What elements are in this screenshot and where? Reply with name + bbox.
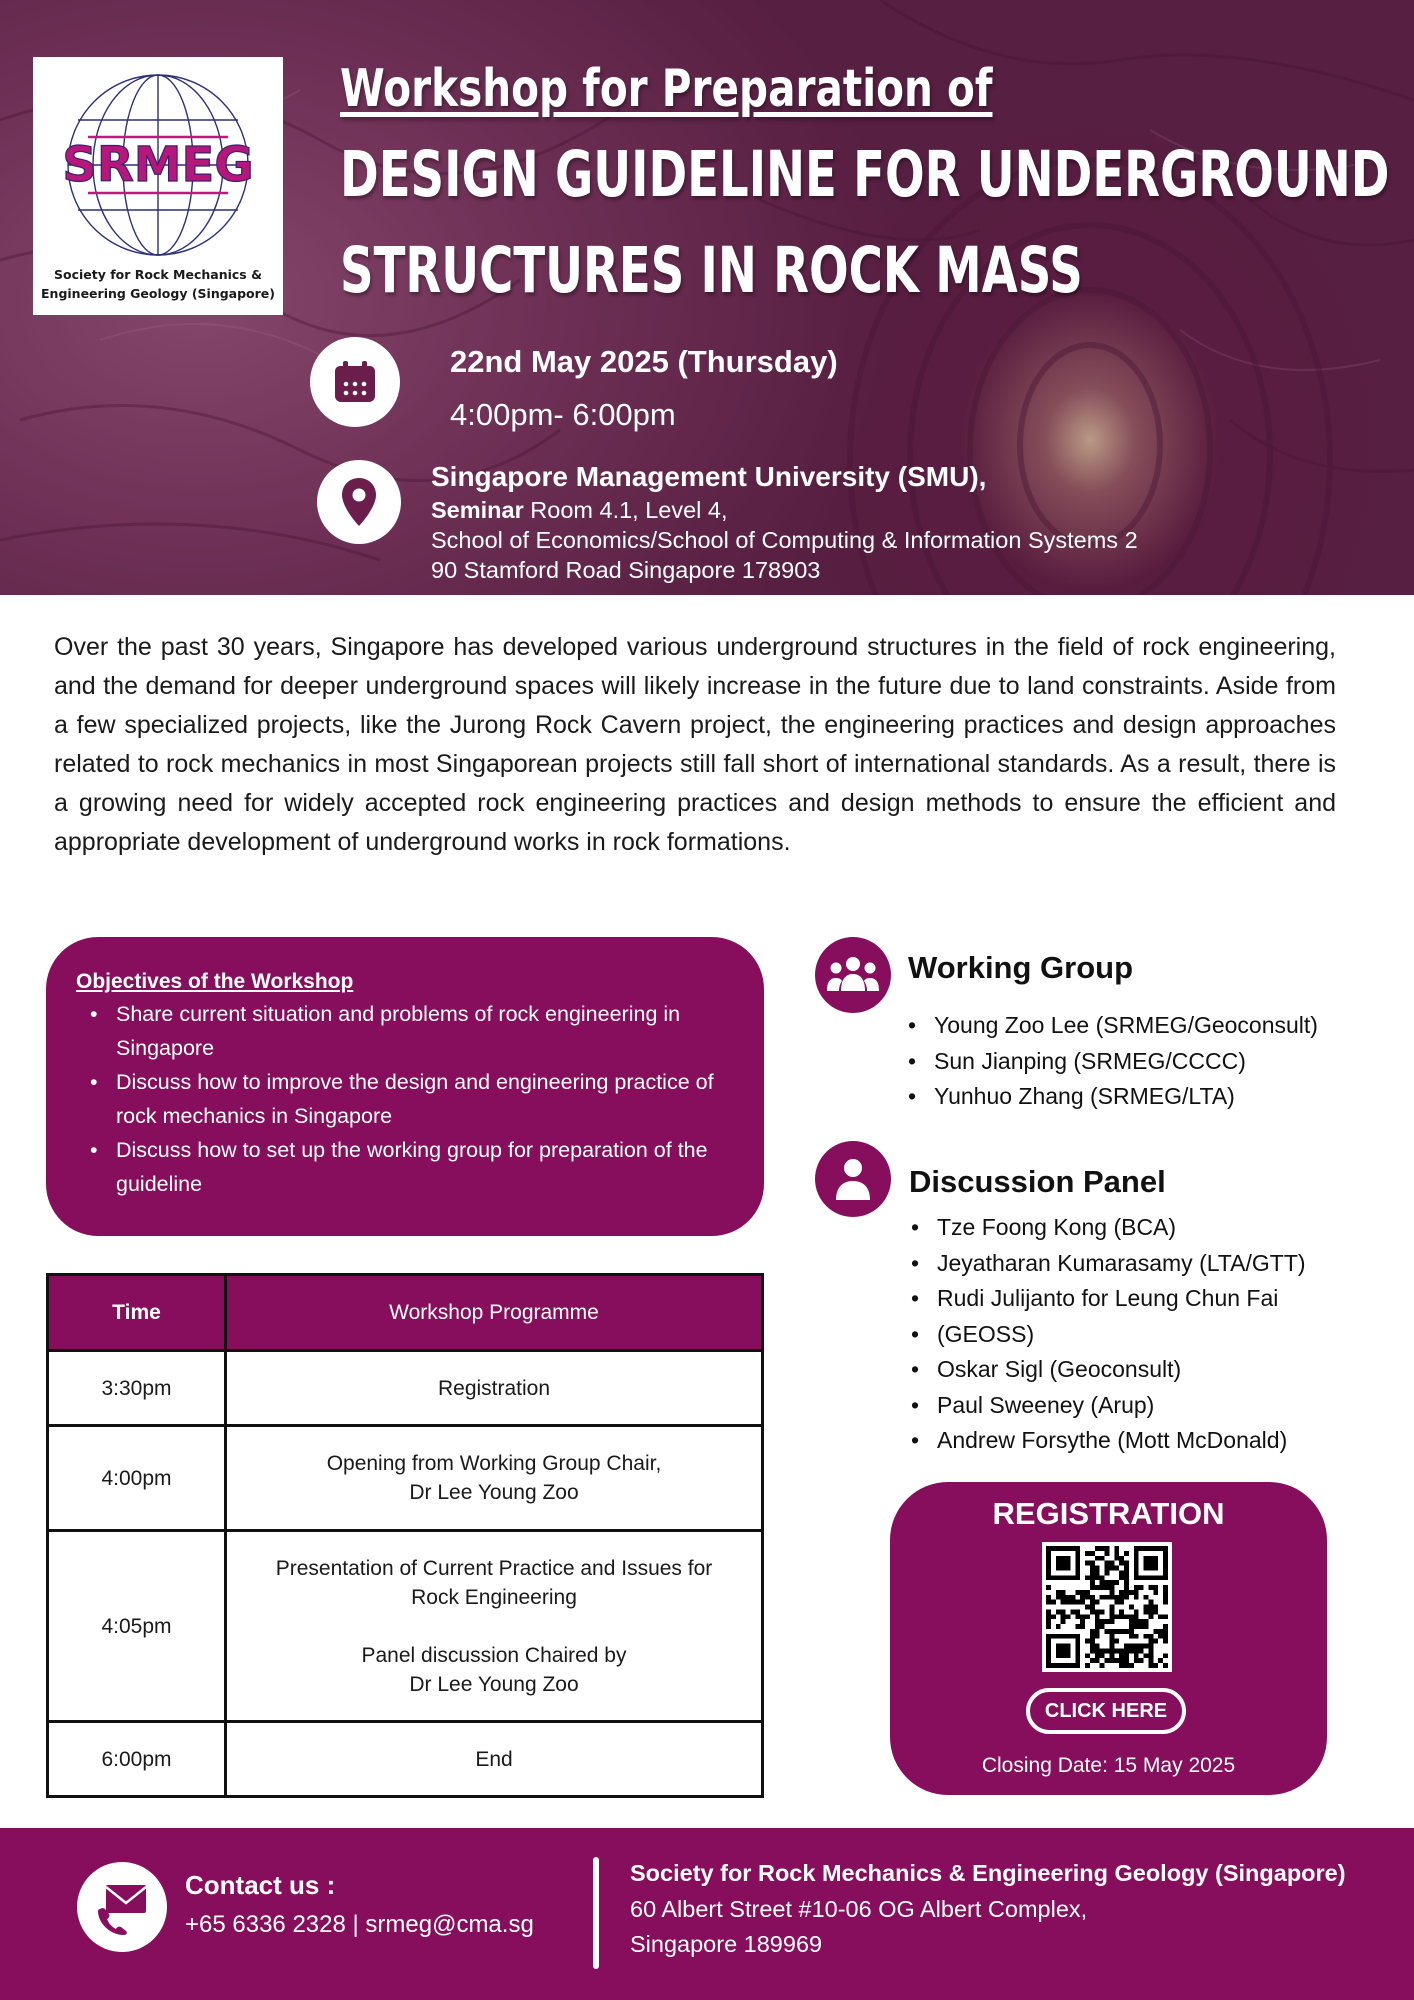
click-here-button[interactable]: CLICK HERE [1026,1688,1186,1734]
venue-room: Seminar Room 4.1, Level 4, [431,497,728,523]
list-item: • Jeyatharan Kumarasamy (LTA/GTT) [909,1246,1306,1282]
title-subtitle: Workshop for Preparation of [340,59,993,119]
row-activity: Opening from Working Group Chair, Dr Lee Young Zoo [226,1426,763,1531]
footer [0,1828,1414,2000]
event-time: 4:00pm- 6:00pm [450,397,676,432]
working-group-title: Working Group [908,950,1134,985]
discussion-panel-list [909,1210,1306,1459]
list-item: • Paul Sweeney (Arup) [909,1388,1306,1424]
column-header-time: Time [48,1275,226,1351]
column-header-programme: Workshop Programme [226,1275,763,1351]
registration-qr-code[interactable] [1042,1542,1172,1672]
title-line-2: STRUCTURES IN ROCK MASS [340,234,1083,307]
table-row [48,1426,763,1531]
list-item: • Rudi Julijanto for Leung Chun Fai [909,1281,1306,1317]
srmeg-logo [33,57,283,315]
row-time: 4:05pm [48,1531,226,1722]
organization-address-line-2: Singapore 189969 [630,1931,823,1957]
objectives-panel [46,937,764,1236]
list-item: • Oskar Sigl (Geoconsult) [909,1352,1306,1388]
row-time: 3:30pm [48,1351,226,1426]
logo-caption: Society for Rock Mechanics & Engineering Geology (Singapore) [41,267,275,301]
objective-item: • Share current situation and problems of rock engineering in Singapore [76,997,728,1065]
registration-title: REGISTRATION [992,1496,1225,1531]
list-item: • Andrew Forsythe (Mott McDonald) [909,1423,1306,1459]
title-line-1: DESIGN GUIDELINE FOR UNDERGROUND [340,138,1390,211]
objectives-title: Objectives of the Workshop [76,970,354,993]
qr-code-icon [1046,1546,1168,1668]
person-icon [815,1141,891,1217]
row-time: 4:00pm [48,1426,226,1531]
objective-item: • Discuss how to improve the design and engineering practice of rock mechanics in Singapore [76,1065,728,1133]
list-item-continuation: • (GEOSS) [909,1317,1306,1353]
working-group-list [906,1008,1318,1115]
list-item: • Sun Jianping (SRMEG/CCCC) [906,1044,1318,1080]
calendar-icon [310,337,400,427]
objectives-list [76,997,728,1201]
workshop-title [340,52,1414,318]
row-time: 6:00pm [48,1722,226,1797]
venue-school: School of Economics/School of Computing & Information Systems 2 [431,527,1138,553]
programme-table [46,1273,764,1798]
venue-address: 90 Stamford Road Singapore 178903 [431,557,821,583]
group-icon [815,937,891,1013]
organization-name: Society for Rock Mechanics & Engineering Geology (Singapore) [630,1860,1346,1886]
list-item: • Tze Foong Kong (BCA) [909,1210,1306,1246]
list-item: • Young Zoo Lee (SRMEG/Geoconsult) [906,1008,1318,1044]
event-date: 22nd May 2025 (Thursday) [450,344,838,379]
row-activity: Presentation of Current Practice and Issues for Rock Engineering Panel discussion Chaired by Dr Lee Young Zoo [226,1531,763,1722]
closing-date: Closing Date: 15 May 2025 [981,1754,1236,1777]
objective-item: • Discuss how to set up the working group for preparation of the guideline [76,1133,728,1201]
mail-phone-icon [77,1862,167,1952]
contact-title: Contact us : [185,1870,336,1900]
venue-name: Singapore Management University (SMU), [431,461,987,492]
row-activity: Registration [226,1351,763,1426]
svg-text:SRMEG: SRMEG [62,137,254,193]
table-row [48,1531,763,1722]
globe-logo-icon [58,65,258,265]
row-activity: End [226,1722,763,1797]
footer-divider [593,1857,599,1969]
list-item: • Yunhuo Zhang (SRMEG/LTA) [906,1079,1318,1115]
hero-banner [0,0,1414,595]
registration-panel [890,1482,1327,1795]
table-header-row [48,1275,763,1351]
organization-address-line-1: 60 Albert Street #10-06 OG Albert Complex, [630,1896,1088,1922]
intro-paragraph: Over the past 30 years, Singapore has developed various underground structures in the field of rock engineering, and the demand for deeper underground spaces will likely increase in the future due to land constraints. Aside from a few specialized projects, like the Jurong Rock Cavern project, the engineering practices and design approaches related to rock mechanics in most Singaporean projects still fall short of international standards. As a result, there is a growing need for widely accepted rock engineering practices and design methods to ensure the efficient and appropriate development of underground works in rock formations. [54,633,1336,856]
location-pin-icon [317,460,401,544]
table-row [48,1351,763,1426]
discussion-panel-title: Discussion Panel [909,1164,1166,1199]
contact-info[interactable]: +65 6336 2328 | srmeg@cma.sg [185,1911,534,1938]
table-row [48,1722,763,1797]
event-venue [431,459,1138,585]
